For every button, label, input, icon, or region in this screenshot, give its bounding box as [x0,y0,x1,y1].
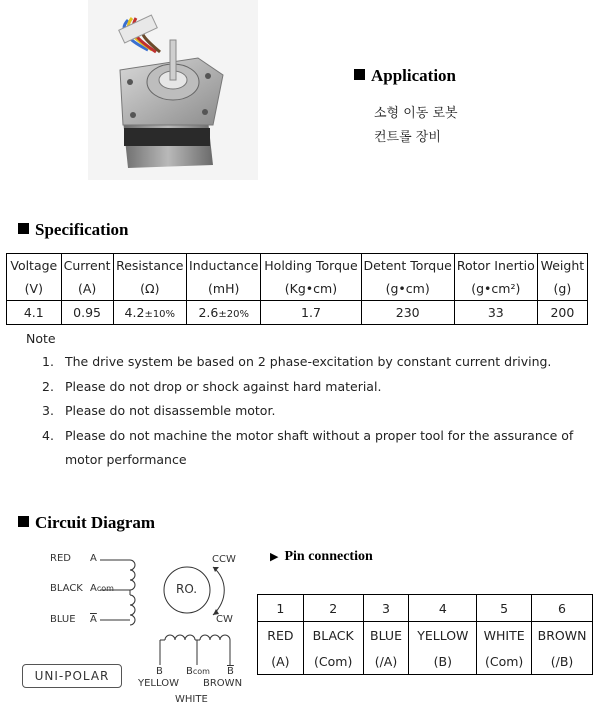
pin-signal: (B) [409,648,477,675]
note-title: Note [26,331,56,346]
spec-unit: (Ω) [113,277,186,301]
brown-wire-label: BROWN [203,678,243,689]
application-heading: Application [354,66,456,86]
spec-unit: (mH) [187,277,261,301]
note-item-continuation: motor performance [65,452,187,467]
note-item: 4. Please do not machine the motor shaft without a proper tool for the assurance of [42,427,574,443]
yellow-wire-label: YELLOW [138,678,179,689]
unipolar-label: UNI-POLAR [22,664,122,688]
spec-header: Current [61,254,113,278]
spec-unit: (g•cm²) [454,277,537,301]
spec-unit: (V) [7,277,62,301]
pin-number: 2 [303,595,363,622]
spec-header: Resistance [113,254,186,278]
square-bullet-icon [354,69,365,80]
spec-header: Weight [537,254,587,278]
pin-connection-heading: ▶ Pin connection [270,549,373,564]
spec-unit: (g•cm) [361,277,454,301]
spec-table [6,253,588,325]
pin-signal: (/A) [363,648,409,675]
circuit-diagram [0,540,260,716]
spec-unit: (A) [61,277,113,301]
red-signal-label: A [90,553,97,564]
black-wire-label: BLACK [50,583,83,594]
spec-header: Inductance [187,254,261,278]
red-wire-label: RED [50,553,71,564]
triangle-right-icon: ▶ [270,551,279,563]
note-item: 1. The drive system be based on 2 phase-excitation by constant current driving. [42,354,552,369]
spec-value-row [7,301,588,325]
pin-color-row [258,622,593,649]
pin-number: 6 [532,595,593,622]
spec-value: 4.1 [7,301,62,325]
spec-header-row [7,254,588,278]
rotor-label: RO. [176,582,198,596]
note-list [42,350,590,473]
spec-value: 230 [361,301,454,325]
white-wire-label: WHITE [175,694,208,705]
application-line-1: 소형 이동 로봇 [374,106,458,121]
pin-color: BLACK [303,622,363,649]
spec-value-resistance: 4.2±10% [113,301,186,325]
spec-unit: (g) [537,277,587,301]
square-bullet-icon [18,223,29,234]
note-item: 2. Please do not drop or shock against hard material. [42,378,382,394]
ccw-label: CCW [212,554,236,565]
black-signal-label: Acom [90,583,114,594]
spec-header: Rotor Inertio [454,254,537,278]
resistance-tolerance: ±10% [144,309,176,320]
spec-unit: (Kg•cm) [261,277,361,301]
note-item: 3. Please do not disassemble motor. [42,403,276,418]
pin-signal: (/B) [532,648,593,675]
circuit-heading: Circuit Diagram [18,513,155,533]
pin-color: YELLOW [409,622,477,649]
pin-color: WHITE [477,622,532,649]
bbar-signal-label: $\overline{B}$ [227,666,234,677]
b-signal-label: B [156,666,163,677]
blue-wire-label: BLUE [50,614,76,625]
pin-color: BROWN [532,622,593,649]
pin-number: 3 [363,595,409,622]
spec-value: 33 [454,301,537,325]
pin-table [257,594,593,675]
blue-signal-label: $\overline{A}$ [90,614,97,625]
pin-signal-row [258,648,593,675]
pin-color: RED [258,622,304,649]
specification-heading: Specification [18,220,129,240]
application-line-2: 컨트롤 장비 [374,130,441,145]
spec-value: 1.7 [261,301,361,325]
spec-header: Detent Torque [361,254,454,278]
spec-value: 0.95 [61,301,113,325]
motor-photo [88,0,258,180]
pin-number-row [258,595,593,622]
spec-value-inductance: 2.6±20% [187,301,261,325]
cw-label: CW [216,614,233,625]
bcom-signal-label: Bcom [186,666,210,677]
pin-signal: (A) [258,648,304,675]
pin-number: 5 [477,595,532,622]
square-bullet-icon [18,516,29,527]
pin-number: 4 [409,595,477,622]
pin-color: BLUE [363,622,409,649]
spec-header: Voltage [7,254,62,278]
pin-signal: (Com) [477,648,532,675]
pin-number: 1 [258,595,304,622]
spec-value: 200 [537,301,587,325]
pin-signal: (Com) [303,648,363,675]
inductance-tolerance: ±20% [218,309,249,320]
spec-unit-row [7,277,588,301]
spec-header: Holding Torque [261,254,361,278]
